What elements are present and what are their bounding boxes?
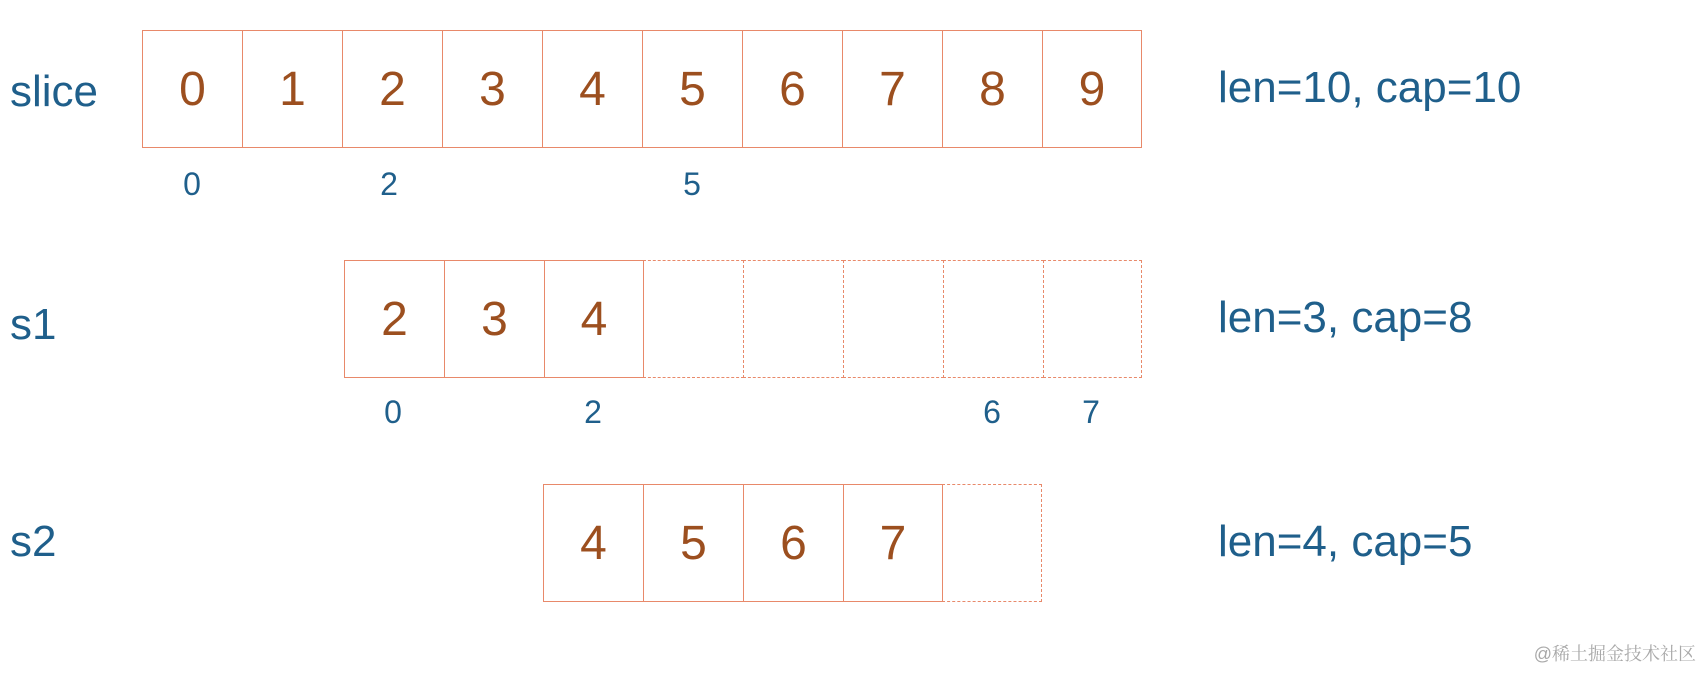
s1-cell-0: 2 — [344, 260, 445, 378]
slice-index-2: 2 — [380, 166, 398, 202]
s1-capacity-cell — [643, 260, 744, 378]
slice-index-5: 5 — [683, 166, 701, 202]
slice-index-0: 0 — [183, 166, 201, 202]
s1-len-cap: len=3, cap=8 — [1218, 293, 1473, 342]
s1-capacity-cell — [743, 260, 844, 378]
slice-cell-8: 8 — [942, 30, 1043, 148]
slice-cell-3: 3 — [442, 30, 543, 148]
slice-len-cap: len=10, cap=10 — [1218, 63, 1522, 112]
slice-cell-1: 1 — [242, 30, 343, 148]
s1-index-2: 2 — [584, 394, 602, 430]
s1-index-0: 0 — [384, 394, 402, 430]
s1-cell-2: 4 — [544, 260, 644, 378]
slice-cell-7: 7 — [842, 30, 943, 148]
slice-cell-0: 0 — [142, 30, 243, 148]
s1-cell-1: 3 — [444, 260, 545, 378]
slice-cell-4: 4 — [542, 30, 643, 148]
s1-index-6: 6 — [983, 394, 1001, 430]
s2-cell-0: 4 — [543, 484, 644, 602]
slice-cell-6: 6 — [742, 30, 843, 148]
s2-cell-1: 5 — [643, 484, 744, 602]
slice-cell-9: 9 — [1042, 30, 1142, 148]
row-label-slice: slice — [10, 67, 99, 116]
slice-cell-2: 2 — [342, 30, 443, 148]
s1-capacity-cell — [1043, 260, 1142, 378]
row-label-s2: s2 — [10, 517, 57, 566]
s2-cell-3: 7 — [843, 484, 943, 602]
s2-capacity-cell — [942, 484, 1042, 602]
s1-index-7: 7 — [1082, 394, 1100, 430]
s2-cell-2: 6 — [743, 484, 844, 602]
s1-capacity-cell — [843, 260, 944, 378]
s2-len-cap: len=4, cap=5 — [1218, 517, 1473, 566]
slice-cell-5: 5 — [642, 30, 743, 148]
row-label-s1: s1 — [10, 300, 57, 349]
s1-capacity-cell — [943, 260, 1044, 378]
watermark: @稀土掘金技术社区 — [1533, 644, 1696, 664]
